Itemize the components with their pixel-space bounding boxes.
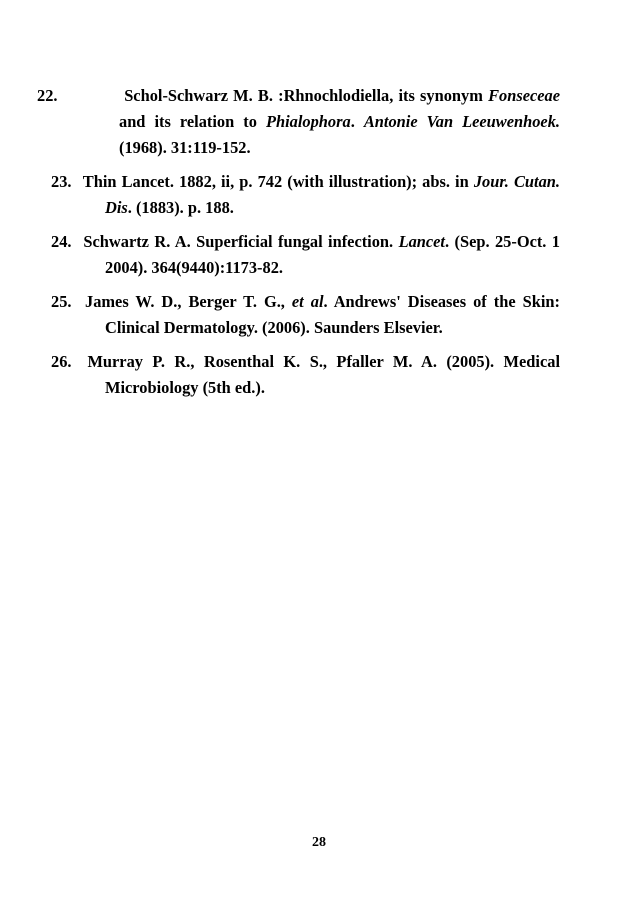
- reference-number: 22.: [37, 86, 58, 105]
- reference-italic-text: Jour. Cutan. Dis: [105, 172, 560, 217]
- reference-italic-text: Antonie Van Leeuwenhoek.: [363, 112, 560, 131]
- reference-item: 23. Thin Lancet. 1882, ii, p. 742 (with illustration); abs. in Jour. Cutan. Dis. (1883). p. 188.: [51, 172, 560, 217]
- reference-item: [37, 83, 560, 161]
- reference-italic-text: Phialophora: [265, 112, 351, 131]
- reference-text: Schwartz R. A. Superficial fungal infection.: [83, 232, 399, 251]
- reference-text: James W. D., Berger T. G.,: [85, 292, 292, 311]
- reference-list: [37, 83, 560, 409]
- reference-item: 26. Murray P. R., Rosenthal K. S., Pfaller M. A. (2005). Medical Microbiology (5th ed.).: [51, 352, 560, 397]
- reference-text: . (1883). p. 188.: [127, 198, 234, 217]
- reference-text: . Andrews' Diseases of the Skin: Clinical Dermatology. (2006). Saunders Elsevier.: [105, 292, 560, 337]
- reference-italic-text: Fonseceae: [488, 86, 560, 105]
- reference-text: .: [350, 112, 364, 131]
- reference-italic-text: Lancet: [398, 232, 445, 251]
- reference-item: 24. Schwartz R. A. Superficial fungal infection. Lancet. (Sep. 25-Oct. 1 2004). 364(9440):1173-82.: [51, 232, 560, 277]
- page-number: 28: [312, 835, 326, 850]
- reference-text: and its relation to: [119, 112, 266, 131]
- reference-text: Thin Lancet. 1882, ii, p. 742 (with illustration); abs. in: [82, 172, 474, 191]
- reference-italic-text: et al: [291, 292, 324, 311]
- reference-text: . (Sep. 25-Oct. 1 2004). 364(9440):1173-82.: [105, 232, 560, 277]
- reference-text: (1968). 31:119-152.: [119, 138, 251, 157]
- reference-text: Murray P. R., Rosenthal K. S., Pfaller M. A. (2005). Medical Microbiology (5th ed.).: [87, 352, 560, 397]
- reference-item: 25. James W. D., Berger T. G., et al. Andrews' Diseases of the Skin: Clinical Dermatology. (2006). Saunders Elsevier.: [51, 292, 560, 337]
- reference-text: Schol-Schwarz M. B. :Rhnochlodiella, its synonym: [124, 86, 489, 105]
